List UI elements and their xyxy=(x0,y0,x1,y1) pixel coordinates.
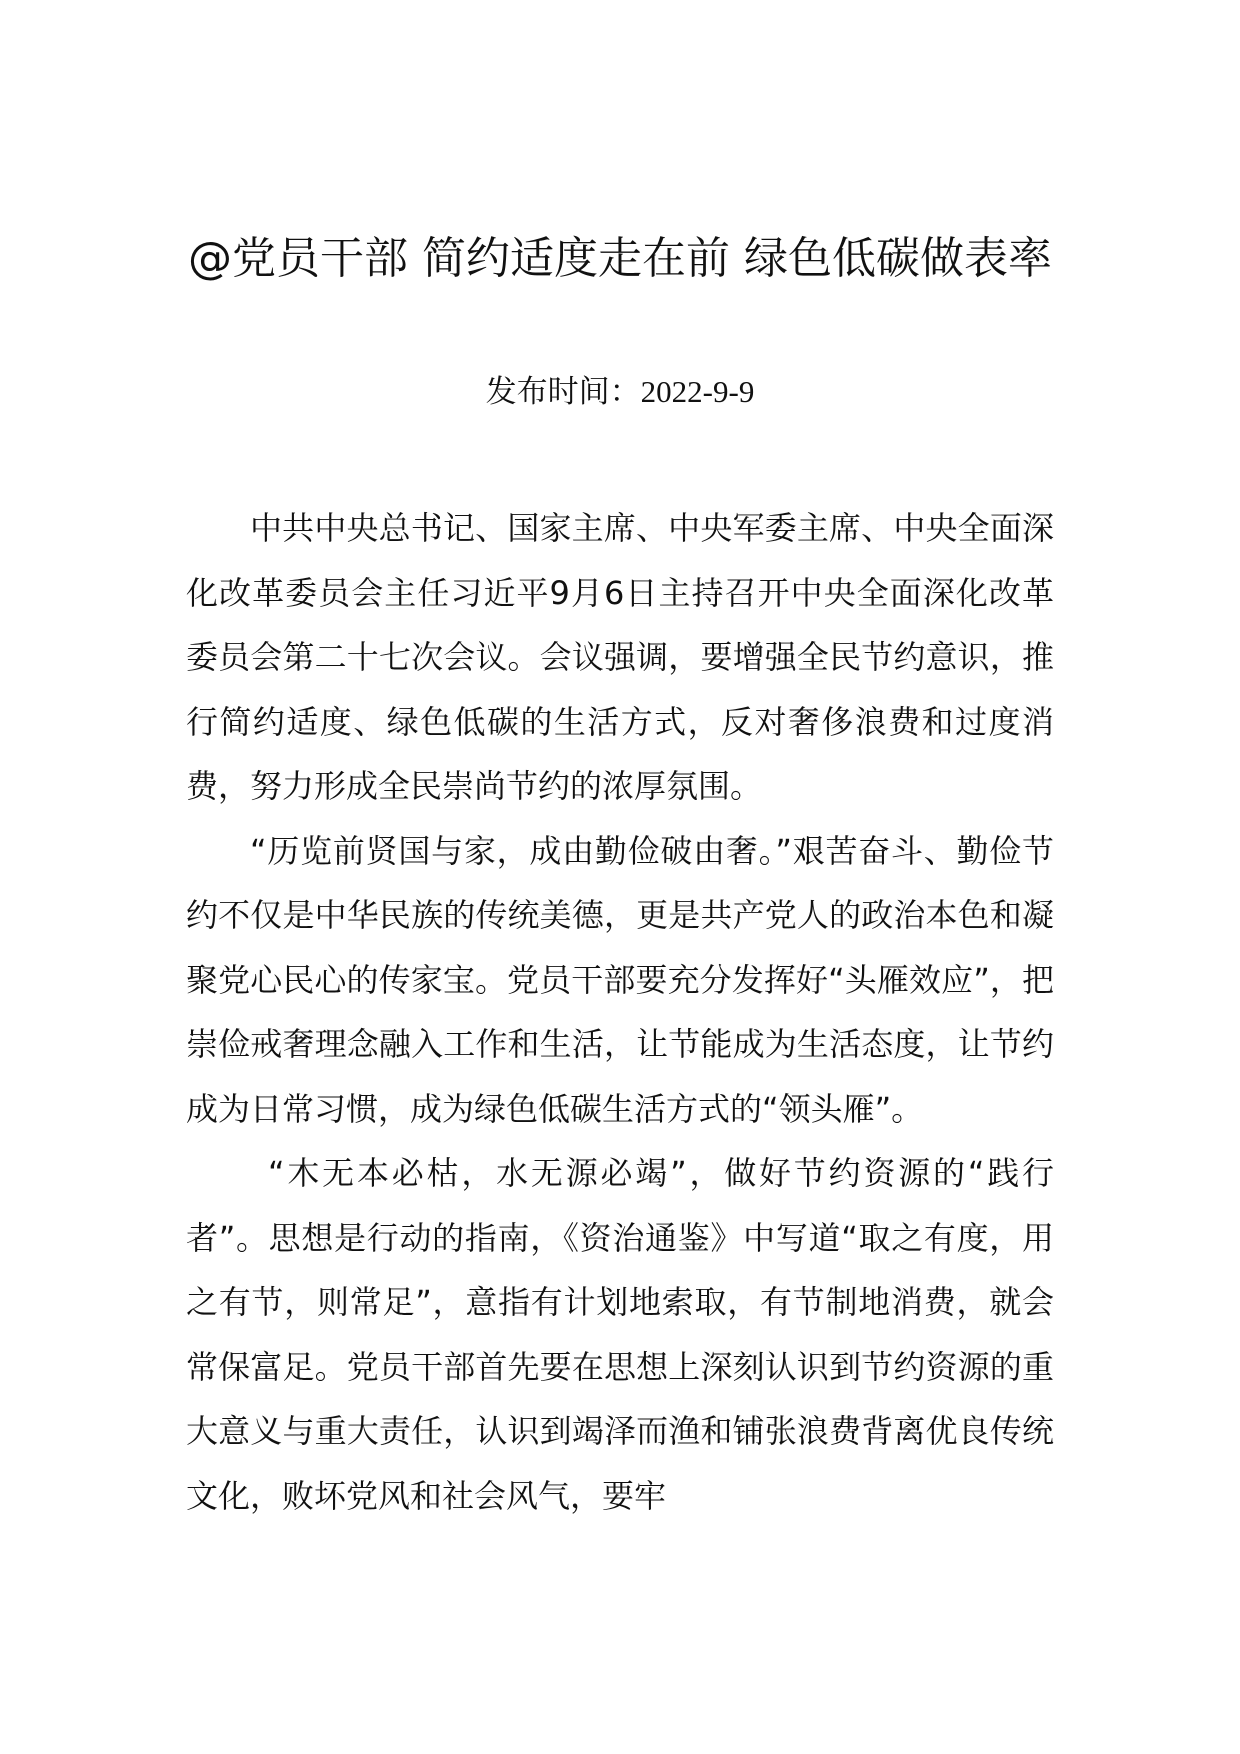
paragraph: “木无本必枯，水无源必竭”，做好节约资源的“践行者”。思想是行动的指南，《资治通鉴》中写道“取之有度，用之有节，则常足”，意指有计划地索取，有节制地消费，就会常保富足。党员干部首先要在思想上深刻认识到节约资源的重大意义与重大责任，认识到竭泽而渔和铺张浪费背离优良传统文化，败坏党风和社会风气，要牢 xyxy=(186,1154,1054,1515)
publish-date xyxy=(0,370,1240,414)
publish-date-value: 2022-9-9 xyxy=(640,374,755,409)
paragraph: “历览前贤国与家，成由勤俭破由奢。”艰苦奋斗、勤俭节约不仅是中华民族的传统美德，更是共产党人的政治本色和凝聚党心民心的传家宝。党员干部要充分发挥好“头雁效应”，把崇俭戒奢理念融入工作和生活，让节能成为生活态度，让节约成为日常习惯，成为绿色低碳生活方式的“领头雁”。 xyxy=(186,831,1054,1128)
paragraph: 中共中央总书记、国家主席、中央军委主席、中央全面深化改革委员会主任习近平9月6日主持召开中央全面深化改革委员会第二十七次会议。会议强调，要增强全民节约意识，推行简约适度、绿色低碳的生活方式，反对奢侈浪费和过度消费，努力形成全民崇尚节约的浓厚氛围。 xyxy=(186,509,1054,805)
article-body xyxy=(186,496,1054,1528)
article-title: @党员干部 简约适度走在前 绿色低碳做表率 xyxy=(188,233,1052,284)
publish-date-label: 发布时间： xyxy=(485,374,641,410)
